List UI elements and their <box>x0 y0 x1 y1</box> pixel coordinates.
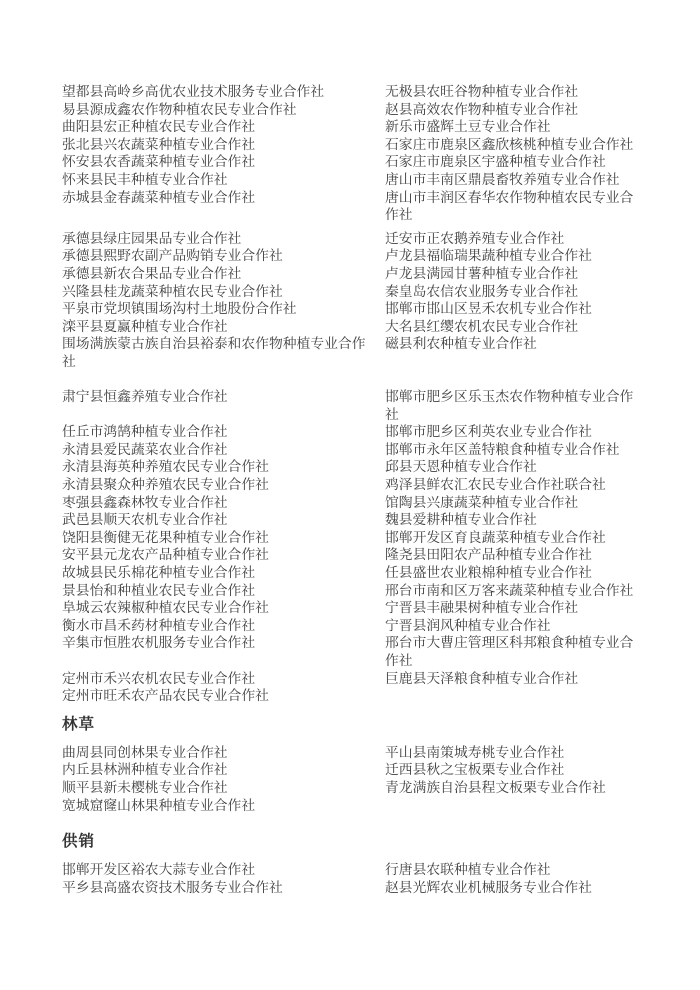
coop-name-left: 平乡县高盛农资技术服务专业合作社 <box>62 879 283 895</box>
coop-name-right: 邢台市南和区万客来蔬菜种植专业合作社 <box>385 582 634 598</box>
coop-row <box>62 582 672 600</box>
coop-row <box>62 511 672 529</box>
coop-name-right: 邯郸市肥乡区乐玉杰农作物种植专业合作社 <box>385 389 634 422</box>
coop-name-right: 唐山市丰润区春华农作物种植农民专业合作社 <box>385 189 634 223</box>
coop-name-right: 邯郸市邯山区昱禾农机专业合作社 <box>385 301 592 317</box>
coop-row <box>62 529 672 547</box>
coop-row <box>62 670 672 688</box>
coop-name-right: 大名县红缨农机农民专业合作社 <box>385 318 579 334</box>
coop-name-right: 宁晋县润风种植专业合作社 <box>385 617 551 633</box>
coop-name-right: 赵县光辉农业机械服务专业合作社 <box>385 879 592 895</box>
coop-row <box>62 83 672 101</box>
coop-name-left: 枣强县鑫森林牧专业合作社 <box>62 494 228 510</box>
coop-row <box>62 189 672 224</box>
coop-name-left: 承德县绿庄园果品专业合作社 <box>62 230 242 246</box>
coop-name-right: 巨鹿县天泽粮食种植专业合作社 <box>385 670 579 686</box>
coop-name-right: 平山县南策城寿桃专业合作社 <box>385 744 565 760</box>
coop-name-right: 迁西县秋之宝板栗专业合作社 <box>385 762 565 778</box>
coop-row <box>62 230 672 248</box>
coop-name-right: 邯郸开发区育良蔬菜种植专业合作社 <box>385 529 606 545</box>
coop-row <box>62 153 672 171</box>
coop-name-left: 顺平县新未樱桃专业合作社 <box>62 779 228 795</box>
coop-name-right: 邱县天恩种植专业合作社 <box>385 459 537 475</box>
coop-name-left: 故城县民乐棉花种植专业合作社 <box>62 565 256 581</box>
coop-name-left: 衡水市昌禾药材种植专业合作社 <box>62 617 256 633</box>
coop-name-left: 定州市禾兴农机农民专业合作社 <box>62 670 256 686</box>
coop-name-left: 任丘市鸿鹄种植专业合作社 <box>62 424 228 440</box>
coop-name-right: 无极县农旺谷物种植专业合作社 <box>385 84 579 99</box>
coop-row <box>62 564 672 582</box>
coop-name-right: 磁县利农种植专业合作社 <box>385 336 537 352</box>
coop-name-left: 宽城窟窿山林果种植专业合作社 <box>62 797 256 813</box>
coop-row <box>62 761 672 779</box>
coop-name-left: 赤城县金春蔬菜种植专业合作社 <box>62 189 256 205</box>
coop-name-right: 唐山市丰南区鼎晨畜牧养殖专业合作社 <box>385 171 620 187</box>
coop-name-right: 卢龙县满园甘薯种植专业合作社 <box>385 265 579 281</box>
coop-row <box>62 779 672 797</box>
coop-name-left: 景县怡和种植业农民专业合作社 <box>62 582 256 598</box>
coop-name-right: 邯郸市永年区盖特粮食种植专业合作社 <box>385 441 620 457</box>
coop-row <box>62 879 672 897</box>
coop-name-right: 邢台市大曹庄管理区科邦粮食种植专业合作社 <box>385 635 634 668</box>
coop-name-left: 永清县海英种养殖农民专业合作社 <box>62 459 269 475</box>
document-content <box>62 83 672 896</box>
coop-name-right: 行唐县农联种植专业合作社 <box>385 862 551 878</box>
coop-row <box>62 335 672 370</box>
coop-name-left: 平泉市党坝镇围场沟村土地股份合作社 <box>62 301 297 317</box>
coop-name-left: 兴隆县桂龙蔬菜种植农民专业合作社 <box>62 283 283 299</box>
coop-name-left: 定州市旺禾农产品农民专业合作社 <box>62 688 269 704</box>
coop-list-block <box>62 230 672 371</box>
coop-name-right: 魏县爱耕种植专业合作社 <box>385 512 537 528</box>
coop-row <box>62 101 672 119</box>
coop-name-right: 任县盛世农业粮棉种植专业合作社 <box>385 565 592 581</box>
coop-row <box>62 247 672 265</box>
coop-name-left: 肃宁县恒鑫养殖专业合作社 <box>62 389 228 405</box>
section-heading: 供销 <box>62 833 96 851</box>
coop-row <box>62 546 672 564</box>
coop-row <box>62 494 672 512</box>
coop-row <box>62 687 672 705</box>
coop-row <box>62 318 672 336</box>
coop-name-left: 曲周县同创林果专业合作社 <box>62 744 228 760</box>
coop-name-left: 安平县元龙农产品种植专业合作社 <box>62 547 269 563</box>
coop-name-left: 内丘县林洲种植专业合作社 <box>62 762 228 778</box>
coop-row <box>62 136 672 154</box>
coop-name-right: 鸡泽县鲜农汇农民专业合作社联合社 <box>385 477 606 493</box>
coop-row <box>62 118 672 136</box>
coop-name-right: 卢龙县福临瑞果蔬种植专业合作社 <box>385 248 592 264</box>
coop-name-left: 张北县兴农蔬菜种植专业合作社 <box>62 136 256 152</box>
coop-row <box>62 617 672 635</box>
coop-name-right: 邯郸市肥乡区利英农业专业合作社 <box>385 424 592 440</box>
coop-row <box>62 300 672 318</box>
coop-name-right: 新乐市盛辉土豆专业合作社 <box>385 119 551 135</box>
coop-row <box>62 458 672 476</box>
coop-row <box>62 388 672 423</box>
coop-row <box>62 797 672 815</box>
coop-name-left: 武邑县顺天农机专业合作社 <box>62 512 228 528</box>
coop-name-right: 石家庄市鹿泉区鑫欣核桃种植专业合作社 <box>385 136 634 152</box>
coop-list-block <box>62 715 672 814</box>
coop-name-left: 易县源成鑫农作物种植农民专业合作社 <box>62 101 297 117</box>
coop-name-right: 隆尧县田阳农产品种植专业合作社 <box>385 547 592 563</box>
coop-name-left: 阜城云农辣椒种植农民专业合作社 <box>62 600 269 616</box>
coop-row <box>62 476 672 494</box>
coop-name-left: 望都县高岭乡高优农业技术服务专业合作社 <box>62 84 325 99</box>
coop-name-right: 赵县高效农作物种植专业合作社 <box>385 101 579 117</box>
coop-name-left: 辛集市恒胜农机服务专业合作社 <box>62 635 256 651</box>
coop-name-left: 曲阳县宏正种植农民专业合作社 <box>62 119 256 135</box>
coop-name-right: 青龙满族自治县程文板栗专业合作社 <box>385 779 606 795</box>
coop-name-left: 滦平县夏赢种植专业合作社 <box>62 318 228 334</box>
coop-row <box>62 283 672 301</box>
coop-list-block <box>62 83 672 224</box>
section-heading: 林草 <box>62 715 96 733</box>
coop-row <box>62 744 672 762</box>
coop-name-left: 永清县聚众种养殖农民专业合作社 <box>62 477 269 493</box>
coop-name-left: 怀来县民丰种植专业合作社 <box>62 171 228 187</box>
coop-row <box>62 171 672 189</box>
coop-name-right: 石家庄市鹿泉区宇盛种植专业合作社 <box>385 154 606 170</box>
coop-row <box>62 599 672 617</box>
coop-row <box>62 265 672 283</box>
coop-name-right: 秦皇岛农信农业服务专业合作社 <box>385 283 579 299</box>
coop-name-right: 宁晋县丰融果树种植专业合作社 <box>385 600 579 616</box>
coop-list-block <box>62 388 672 705</box>
coop-row <box>62 634 672 669</box>
coop-row <box>62 441 672 459</box>
coop-name-left: 饶阳县衡健无花果种植专业合作社 <box>62 529 269 545</box>
coop-name-left: 永清县爱民蔬菜农业合作社 <box>62 441 228 457</box>
coop-name-left: 承德县熙野农副产品购销专业合作社 <box>62 248 283 264</box>
coop-list-block <box>62 832 672 896</box>
coop-name-right: 馆陶县兴康蔬菜种植专业合作社 <box>385 494 579 510</box>
coop-name-left: 邯郸开发区裕农大蒜专业合作社 <box>62 862 256 878</box>
coop-name-right: 迁安市正农鹅养殖专业合作社 <box>385 230 565 246</box>
coop-row <box>62 861 672 879</box>
coop-name-left: 围场满族蒙古族自治县裕泰和农作物种植专业合作社 <box>62 336 366 369</box>
coop-row <box>62 423 672 441</box>
coop-name-left: 承德县新农合果品专业合作社 <box>62 265 242 281</box>
coop-name-left: 怀安县农香蔬菜种植专业合作社 <box>62 154 256 170</box>
